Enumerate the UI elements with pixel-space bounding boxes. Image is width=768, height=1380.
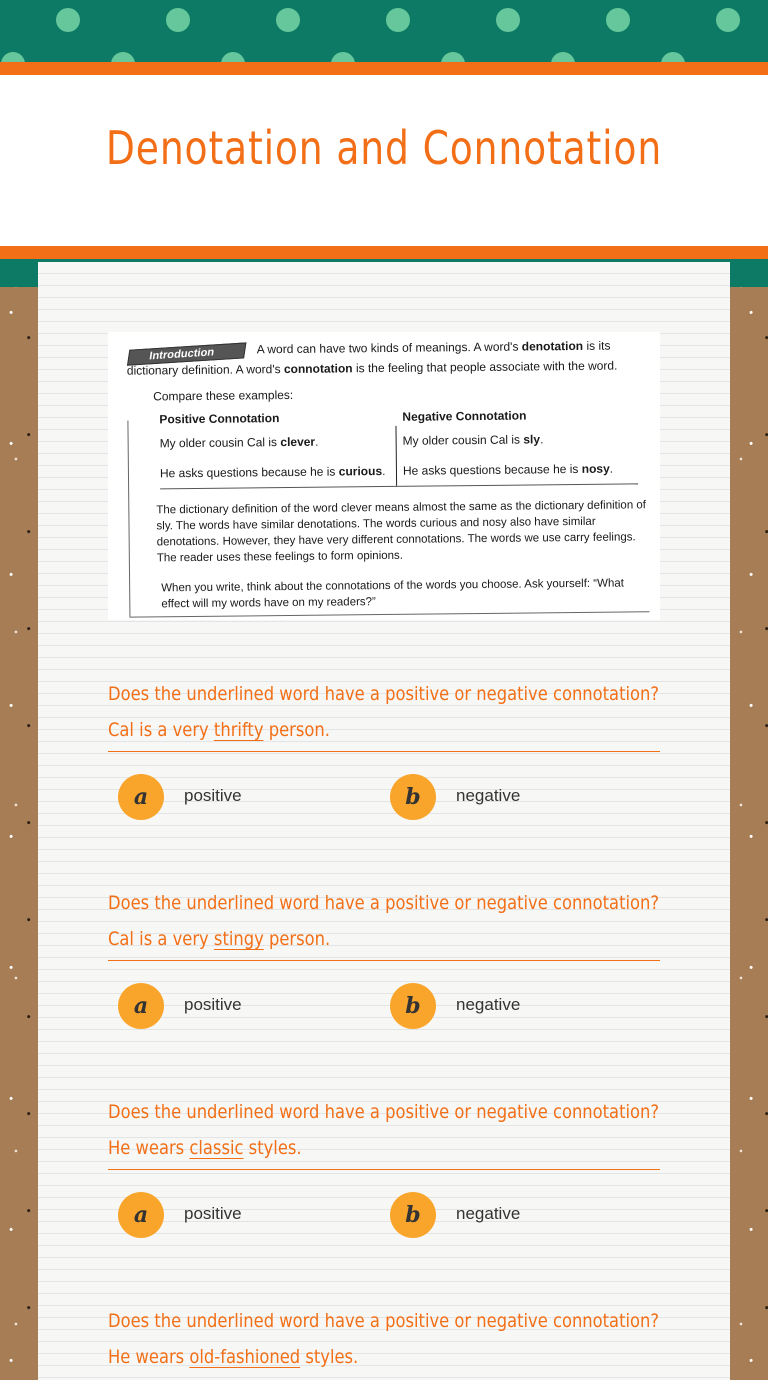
decor-dot xyxy=(221,52,245,62)
textbook-scan xyxy=(108,332,660,620)
option-label[interactable]: negative xyxy=(456,1204,521,1223)
question-rule xyxy=(108,960,660,961)
positive-example-2: He asks questions because he is curious. xyxy=(159,463,386,481)
option-label[interactable]: negative xyxy=(456,995,521,1014)
positive-heading: Positive Connotation xyxy=(159,411,280,427)
question-sentence: He wears old-fashioned styles. xyxy=(108,1346,359,1368)
question-sentence: He wears classic styles. xyxy=(108,1137,302,1159)
option-letter-badge[interactable]: b xyxy=(390,1192,436,1238)
question-prompt: Does the underlined word have a positive or negative connotation? xyxy=(108,1101,660,1123)
decor-dot xyxy=(386,8,410,32)
negative-heading: Negative Connotation xyxy=(402,408,527,424)
worksheet-paper xyxy=(38,262,730,1380)
page-title: Denotation and Connotation xyxy=(105,121,663,175)
scan-compare: Compare these examples: xyxy=(153,387,294,404)
option-letter-badge[interactable]: a xyxy=(118,1192,164,1238)
scan-body-1: The dictionary definition of the word clever means almost the same as the dictionary definition of sly. The words have similar denotations. The words curious and nosy also have similar denotations. However, they have very different connotations. The words we use carry feelings. The reader uses these feelings to form opinions. xyxy=(156,499,647,565)
decor-dot xyxy=(551,52,575,62)
orange-stripe xyxy=(0,62,768,75)
title-band xyxy=(0,75,768,246)
option-label[interactable]: negative xyxy=(456,786,521,805)
orange-stripe xyxy=(0,246,768,259)
decor-dot xyxy=(166,8,190,32)
question-prompt: Does the underlined word have a positive or negative connotation? xyxy=(108,1310,660,1332)
negative-example-1: My older cousin Cal is sly. xyxy=(402,432,544,448)
question-rule xyxy=(108,1169,660,1170)
scan-lead-2: dictionary definition. A word's connotation is the feeling that people associate with the word. xyxy=(126,358,618,378)
question-4 xyxy=(108,1303,660,1375)
decor-dot xyxy=(441,52,465,62)
question-2 xyxy=(108,885,660,1019)
question-rule xyxy=(108,751,660,752)
option-label[interactable]: positive xyxy=(184,1204,242,1223)
option-letter-badge[interactable]: b xyxy=(390,774,436,820)
scan-body-2: When you write, think about the connotations of the words you choose. Ask yourself: “What effect will my words have on my readers?” xyxy=(161,577,625,611)
underlined-word: old-fashioned xyxy=(189,1346,301,1368)
question-prompt: Does the underlined word have a positive or negative connotation? xyxy=(108,683,660,705)
decor-dot xyxy=(606,8,630,32)
option-letter-badge[interactable]: a xyxy=(118,983,164,1029)
question-1 xyxy=(108,676,660,810)
underlined-word: stingy xyxy=(213,928,264,950)
option-letter-badge[interactable]: b xyxy=(390,983,436,1029)
scan-frame xyxy=(127,421,130,617)
decor-dot xyxy=(496,8,520,32)
option-letter-badge[interactable]: a xyxy=(118,774,164,820)
positive-example-1: My older cousin Cal is clever. xyxy=(159,434,319,451)
header-banner xyxy=(0,0,768,62)
decor-dot xyxy=(111,52,135,62)
decor-dot xyxy=(661,52,685,62)
question-sentence: Cal is a very thrifty person. xyxy=(108,719,330,741)
decor-dot xyxy=(716,8,740,32)
decor-dot xyxy=(56,8,80,32)
scan-frame xyxy=(129,611,649,617)
intro-tag: Introduction xyxy=(127,342,247,365)
question-prompt: Does the underlined word have a positive or negative connotation? xyxy=(108,892,660,914)
scan-lead: A word can have two kinds of meanings. A word's denotation is its xyxy=(256,338,611,357)
decor-dot xyxy=(1,52,25,62)
option-label[interactable]: positive xyxy=(184,995,242,1014)
negative-example-2: He asks questions because he is nosy. xyxy=(402,461,614,478)
underlined-word: thrifty xyxy=(213,719,264,741)
question-3 xyxy=(108,1094,660,1228)
decor-dot xyxy=(331,52,355,62)
underlined-word: classic xyxy=(189,1137,244,1159)
option-label[interactable]: positive xyxy=(184,786,242,805)
decor-dot xyxy=(276,8,300,32)
column-divider xyxy=(395,426,397,486)
question-sentence: Cal is a very stingy person. xyxy=(108,928,331,950)
table-rule xyxy=(160,483,638,489)
